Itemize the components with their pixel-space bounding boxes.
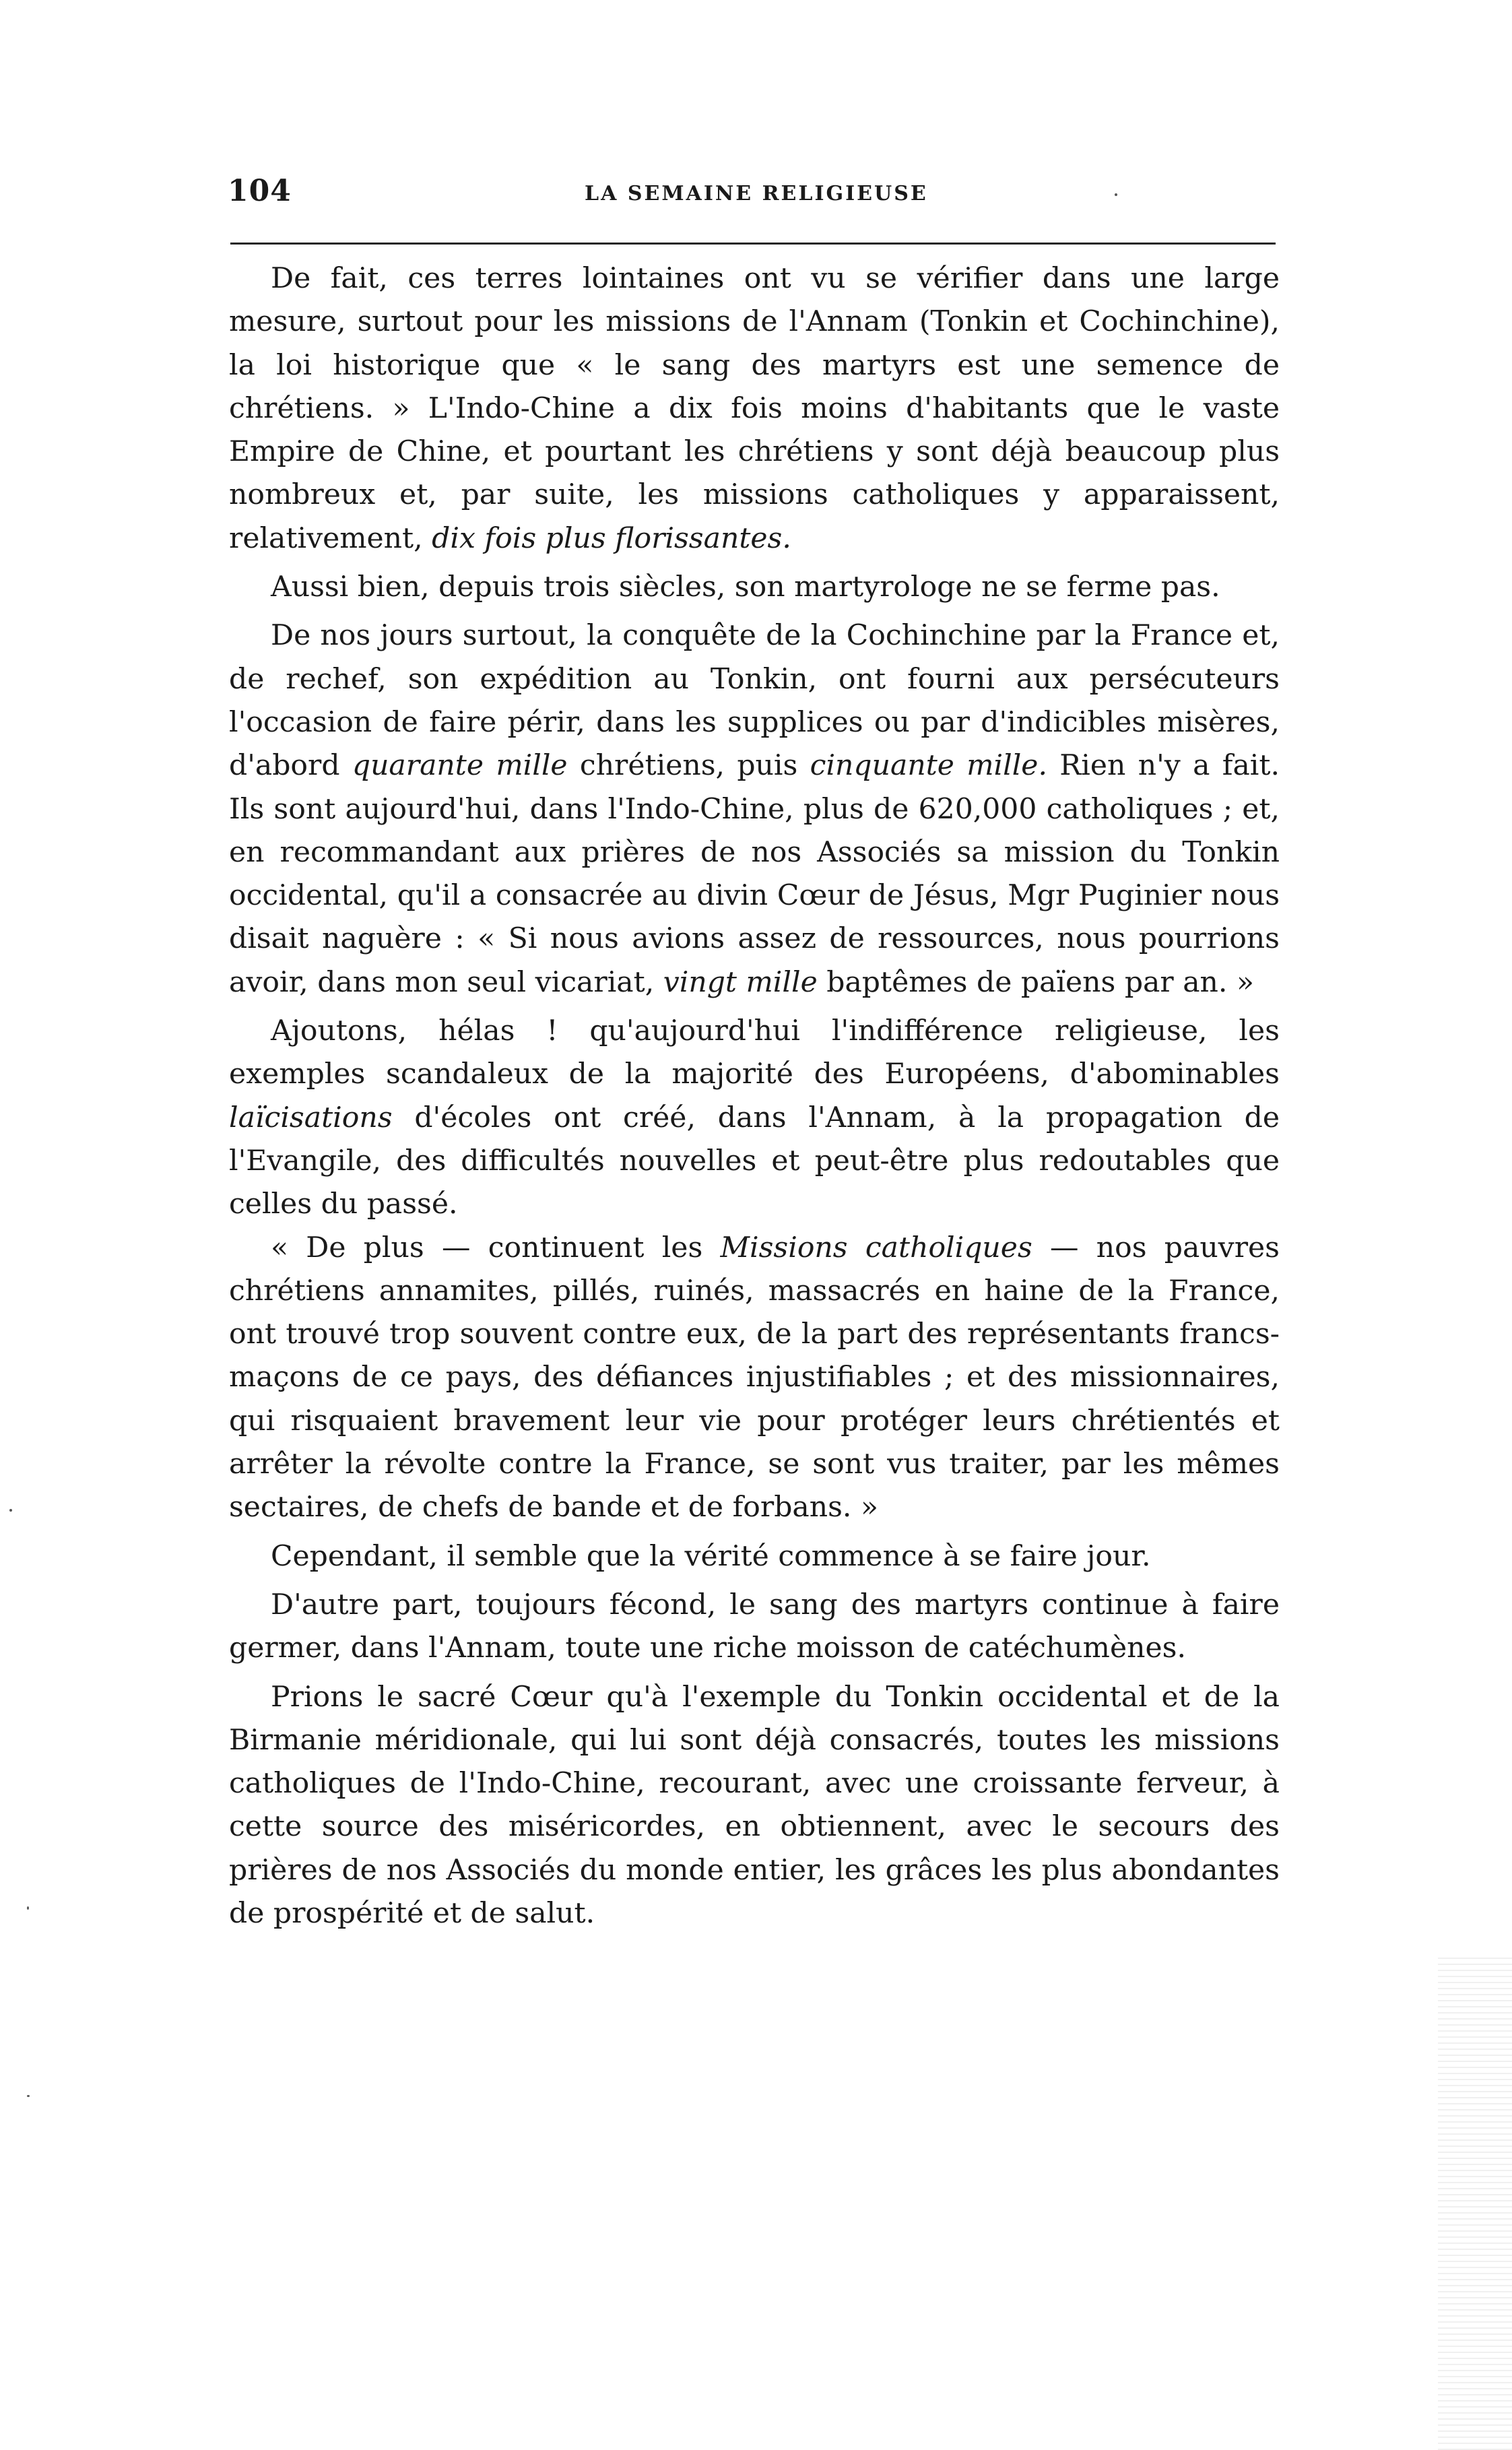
body-text: [229, 257, 1280, 1935]
paragraph-5: [229, 1227, 1280, 1530]
paragraph-2: [229, 566, 1280, 609]
page-number: 104: [228, 174, 292, 208]
paragraph-3-emphasis-2: cinquante mille.: [810, 749, 1047, 783]
paragraph-4-text-b: d'écoles ont créé, dans l'Annam, à la propagation de l'Evangile, des difficultés nouvelles et peut-être plus redoutables que celles du passé.: [229, 1101, 1280, 1221]
paragraph-1-text: De fait, ces terres lointaines ont vu se vérifier dans une large mesure, surtout pour les missions de l'Annam (Tonkin et Cochinchine), la loi historique que « le sang des martyrs est une semence de chrétiens. » L'Indo-Chine a dix fois moins d'habitants que le vaste Empire de Chine, et pourtant les chrétiens y sont déjà beaucoup plus nombreux et, par suite, les missions catholiques y apparaissent, relativement,: [229, 262, 1280, 555]
paragraph-1: [229, 257, 1280, 560]
paragraph-3-text-d: baptêmes de païens par an. »: [817, 965, 1254, 999]
paragraph-8: [229, 1676, 1280, 1936]
paragraph-4-emphasis: laïcisations: [229, 1101, 393, 1134]
paragraph-3-text-a: De nos jours surtout, la conquête de la Cochinchine par la France et, de rechef, son expédition au Tonkin, ont fourni aux persécuteurs l'occasion de faire périr, dans les supplices ou par d'indicibles misères, d'abord: [229, 619, 1280, 783]
paragraph-7: [229, 1584, 1280, 1671]
paragraph-6-text: Cependant, il semble que la vérité commence à se faire jour.: [271, 1539, 1151, 1573]
paragraph-4-text-a: Ajoutons, hélas ! qu'aujourd'hui l'indifférence religieuse, les exemples scandaleux de la majorité des Européens, d'abominables: [229, 1014, 1280, 1091]
paragraph-7-text: D'autre part, toujours fécond, le sang des martyrs continue à faire germer, dans l'Annam, toute une riche moisson de catéchumènes.: [229, 1588, 1280, 1665]
page-header: [228, 174, 1278, 221]
paragraph-2-text: Aussi bien, depuis trois siècles, son martyrologe ne se ferme pas.: [271, 571, 1220, 604]
paragraph-3-emphasis-1: quarante mille: [352, 749, 568, 783]
paragraph-4: [229, 1010, 1280, 1226]
paragraph-5-text-b: — nos pauvres chrétiens annamites, pillés, ruinés, massacrés en haine de la France, ont trouvé trop souvent contre eux, de la part des représentants francs-maçons de ce pays, des défiances injustifiables ; et des missionnaires, qui risquaient bravement leur vie pour protéger leurs chrétientés et arrêter la révolte contre la France, se sont vus traiter, par les mêmes sectaires, de chefs de bande et de forbans. »: [229, 1231, 1280, 1524]
scan-speck: [1115, 193, 1117, 196]
paragraph-6: [229, 1535, 1280, 1578]
paragraph-5-text-a: « De plus — continuent les: [271, 1231, 721, 1264]
scan-speck: [27, 1906, 29, 1910]
header-rule: [230, 243, 1276, 245]
paragraph-5-emphasis: Missions catholiques: [720, 1231, 1032, 1264]
scan-speck: [9, 1509, 12, 1512]
scan-edge-noise: [1438, 1954, 1512, 2450]
paragraph-3-text-c: Rien n'y a fait. Ils sont aujourd'hui, dans l'Indo-Chine, plus de 620,000 catholiques ; et, en recommandant aux prières de nos Associés sa mission du Tonkin occidental, qu'il a consacrée au divin Cœur de Jésus, Mgr Puginier nous disait naguère : « Si nous avions assez de ressources, nous pourrions avoir, dans mon seul vicariat,: [229, 749, 1280, 999]
paragraph-1-emphasis: dix fois plus florissantes.: [432, 521, 791, 555]
paragraph-3-emphasis-3: vingt mille: [663, 965, 818, 999]
running-title: LA SEMAINE RELIGIEUSE: [585, 182, 928, 205]
paragraph-3-text-b: chrétiens, puis: [567, 749, 810, 783]
paragraph-8-text: Prions le sacré Cœur qu'à l'exemple du Tonkin occidental et de la Birmanie méridionale, qui lui sont déjà consacrés, toutes les missions catholiques de l'Indo-Chine, recourant, avec une croissante ferveur, à cette source des miséricordes, en obtiennent, avec le secours des prières de nos Associés du monde entier, les grâces les plus abondantes de prospérité et de salut.: [229, 1680, 1280, 1930]
paragraph-3: [229, 614, 1280, 1004]
scan-speck: [27, 2095, 30, 2097]
